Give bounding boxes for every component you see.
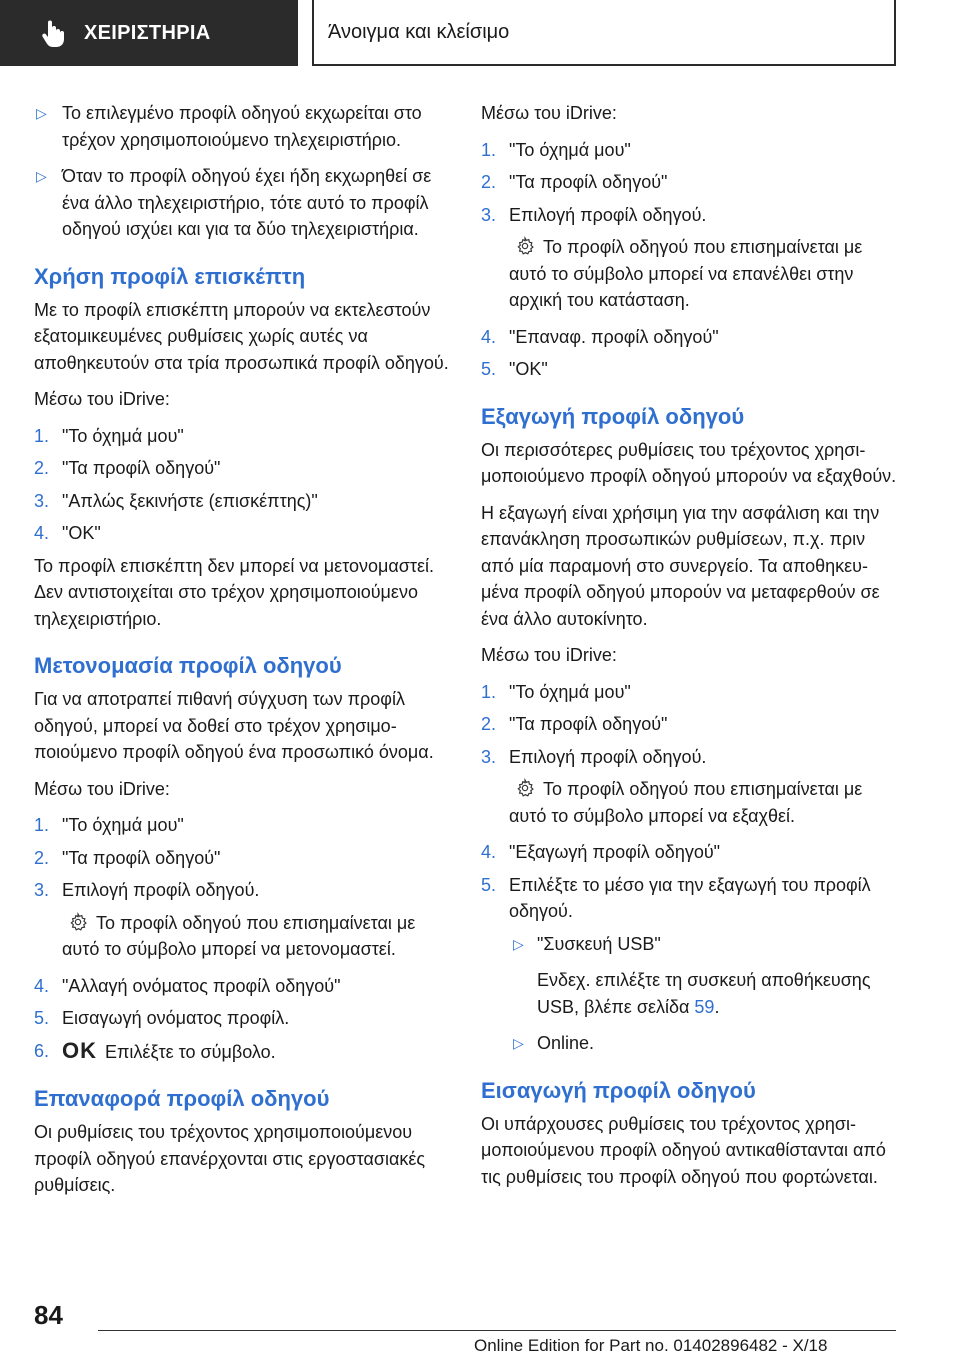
section-tab xyxy=(0,0,298,66)
ok-symbol-icon: OK xyxy=(62,1037,97,1063)
section-title: ΧΕΙΡΙΣΤΗΡΙΑ xyxy=(84,21,211,44)
right-column xyxy=(481,100,899,1200)
paragraph: Μέσω του iDrive: xyxy=(481,645,617,665)
list-item: ▷ Online. xyxy=(509,1030,899,1057)
note-item: Το προφίλ οδηγού που επισημαίνεται με αυτό το σύμβολο μπορεί να μετονομαστεί. xyxy=(62,912,416,959)
section-heading-reset: Επαναφορά προφίλ οδηγού xyxy=(34,1086,330,1111)
step-item: 6. OK Επιλέξτε το σύμβολο. xyxy=(34,1037,276,1063)
chapter-tab xyxy=(312,0,896,66)
step-item: 5. "OK" xyxy=(481,359,548,379)
gear-icon xyxy=(515,778,535,798)
paragraph: Για να αποτραπεί πιθανή σύγχυση των προφίλ οδηγού, μπορεί να δοθεί στο τρέχον χρησιμοποιούμενο προφίλ οδηγού ένα προσωπικό όνομα. xyxy=(34,689,434,762)
paragraph: Οι περισσότερες ρυθμίσεις του τρέχοντος χρησιμοποιούμενο προφίλ οδηγού μπορούν να εξαχθούν. xyxy=(481,439,897,486)
list-item: ▷ Όταν το προφίλ οδηγού έχει ήδη εκχωρηθεί σε ένα άλλο τηλεχειριστήριο, τότε αυτό το προφίλ οδηγού ισχύει και για τα δύο τηλεχειριστήρια. xyxy=(34,163,452,243)
gear-icon xyxy=(68,912,88,932)
gear-icon xyxy=(515,236,535,256)
edition-text: Online Edition for Part no. 01402896482 - X/18 xyxy=(474,1336,828,1355)
step-item: 2. "Τα προφίλ οδηγού" xyxy=(481,172,668,192)
section-heading-rename: Μετονομασία προφίλ οδηγού xyxy=(34,653,342,678)
note-item: Το προφίλ οδηγού που επισημαίνεται με αυτό το σύμβολο μπορεί να εξαχθεί. xyxy=(509,779,863,826)
step-item: 3. Επιλογή προφίλ οδηγού. xyxy=(34,880,260,900)
page-number: 84 xyxy=(34,1300,63,1330)
paragraph: Μέσω του iDrive: xyxy=(481,103,617,123)
step-item: 3. Επιλογή προφίλ οδηγού. xyxy=(481,204,707,225)
paragraph: Η εξαγωγή είναι χρήσιμη για την ασφάλιση και την επανάκληση προσωπικών ρυθμίσεων, π.χ. πριν από μία παραμονή στο συνεργείο. Τα αποθηκευμένα προφίλ οδηγού μπορούν να μεταφερθούν σε ένα άλλο αυτοκίνητο. xyxy=(481,502,880,629)
step-item: 2. "Τα προφίλ οδηγού" xyxy=(34,847,221,868)
paragraph: Το προφίλ επισκέπτη δεν μπορεί να μετονομαστεί. Δεν αντιστοιχείται στο τρέχον χρησιμοποιούμενο τηλεχειριστήριο. xyxy=(34,555,435,629)
step-item: 1. "Το όχημά μου" xyxy=(481,681,631,702)
paragraph: Με το προφίλ επισκέπτη μπορούν να εκτελεστούν εξατομικευμένες ρυθμίσεις χωρίς αυτές να αποθηκευτούν στα τρία προσωπικά προφίλ οδηγού. xyxy=(34,299,449,373)
section-heading-export: Εξαγωγή προφίλ οδηγού xyxy=(481,403,745,429)
step-item: 2. "Τα προφίλ οδηγού" xyxy=(481,714,668,734)
paragraph: Ενδεχ. επιλέξτε τη συσκευή αποθήκευσης USB, βλέπε σελίδα 59. xyxy=(537,970,871,1017)
triangle-bullet-icon: ▷ xyxy=(513,935,524,952)
step-item: 5. Επιλέξτε το μέσο για την εξαγωγή του προφίλ οδηγού. xyxy=(481,874,871,921)
section-heading-guest: Χρήση προφίλ επισκέπτη xyxy=(34,263,306,289)
left-column xyxy=(34,100,452,1209)
section-heading-import: Εισαγωγή προφίλ οδηγού xyxy=(481,1077,756,1103)
step-item: 4. "OK" xyxy=(34,523,101,543)
step-item: 5. Εισαγωγή ονόματος προφίλ. xyxy=(34,1008,290,1028)
step-item: 3. Επιλογή προφίλ οδηγού. xyxy=(481,746,707,767)
list-item: ▷ "Συσκευή USB" xyxy=(509,931,899,958)
step-item: 2. "Τα προφίλ οδηγού" xyxy=(34,458,221,478)
paragraph: Οι υπάρχουσες ρυθμίσεις του τρέχοντος χρησιμοποιούμενου προφίλ οδηγού αντικαθίστανται από τις ρυθμίσεις του προφίλ οδηγού που φορτώνεται. xyxy=(481,1113,886,1187)
triangle-bullet-icon: ▷ xyxy=(513,1035,524,1051)
footer-divider xyxy=(98,1330,896,1331)
hand-pointer-icon xyxy=(40,18,66,48)
chapter-title: Άνοιγμα και κλείσιμο xyxy=(328,20,510,43)
step-item: 4. "Αλλαγή ονόματος προφίλ οδηγού" xyxy=(34,975,341,996)
page-link[interactable]: 59 xyxy=(694,996,715,1017)
step-item: 4. "Εξαγωγή προφίλ οδηγού" xyxy=(481,842,721,862)
note-item: Το προφίλ οδηγού που επισημαίνεται με αυτό το σύμβολο μπορεί να επανέλθει στην αρχική του κατάσταση. xyxy=(509,237,863,310)
step-item: 4. "Επαναφ. προφίλ οδηγού" xyxy=(481,326,719,347)
triangle-bullet-icon: ▷ xyxy=(36,105,47,121)
step-item: 3. "Απλώς ξεκινήστε (επισκέπτης)" xyxy=(34,490,318,511)
paragraph: Μέσω του iDrive: xyxy=(34,389,170,409)
paragraph: Οι ρυθμίσεις του τρέχοντος χρησιμοποιούμενου προφίλ οδηγού επανέρχονται στις εργοστασιακές ρυθμίσεις. xyxy=(34,1122,426,1195)
list-item: ▷ Το επιλεγμένο προφίλ οδηγού εκχωρείται στο τρέχον χρησιμοποιούμενο τηλεχειριστήριο. xyxy=(34,100,452,153)
page-header xyxy=(0,0,960,66)
step-item: 1. "Το όχημά μου" xyxy=(34,815,184,835)
paragraph: Μέσω του iDrive: xyxy=(34,778,170,799)
triangle-bullet-icon: ▷ xyxy=(36,168,47,184)
step-item: 1. "Το όχημά μου" xyxy=(481,139,631,160)
step-item: 1. "Το όχημά μου" xyxy=(34,425,184,446)
